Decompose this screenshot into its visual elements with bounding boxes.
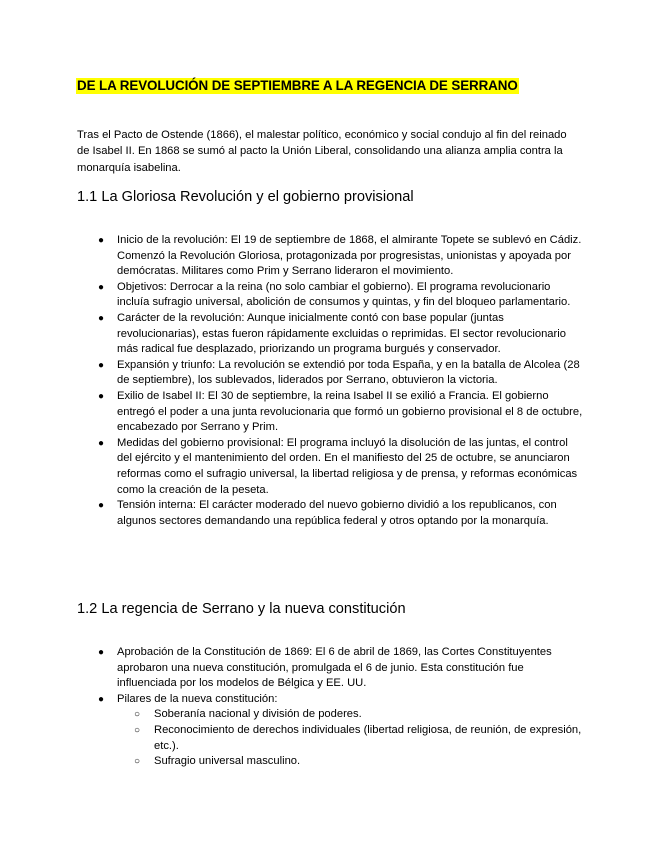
sub-list-item-text: Sufragio universal masculino. — [154, 755, 301, 768]
sub-list-item — [0, 707, 655, 723]
bullet-icon: ● — [98, 500, 105, 512]
sub-list-item — [0, 754, 655, 770]
list-item — [0, 389, 655, 436]
bullet-icon: ● — [98, 390, 105, 402]
bullet-icon: ● — [98, 647, 105, 658]
bullet-icon: ● — [98, 437, 105, 449]
bullet-icon: ● — [98, 235, 105, 246]
bullet-icon: ● — [98, 359, 105, 371]
list-item-text: Objetivos: Derrocar a la reina (no solo cambiar el gobierno). El programa revolucionario incluía sufragio universal, abolición de consumos y quintas, y fin del bloqueo parlamentario. — [117, 280, 571, 309]
list-item-text: Exilio de Isabel II: El 30 de septiembre, la reina Isabel II se exilió a Francia. El gobierno entregó el poder a una junta revolucionaria que formó un gobierno provisional el 8 de octubre, encabezado por Serrano y Prim. — [117, 389, 583, 434]
list-item — [0, 645, 655, 692]
list-item — [0, 233, 655, 280]
hollow-bullet-icon: ○ — [134, 724, 141, 736]
sub-list-item-text: Soberanía nacional y división de poderes. — [154, 708, 362, 721]
list-item — [0, 692, 655, 708]
list-item-text: Aprobación de la Constitución de 1869: El 6 de abril de 1869, las Cortes Constituyentes aprobaron una nueva constitución, promulgada el 6 de junio. Esta constitución fue influenciada por los modelos de Bélgica y EE. UU. — [117, 646, 552, 690]
hollow-bullet-icon: ○ — [134, 756, 141, 768]
list-item — [0, 436, 655, 498]
list-item-text: Inicio de la revolución: El 19 de septiembre de 1868, el almirante Topete se sublevó en Cádiz. Comenzó la Revolución Gloriosa, protagonizada por progresistas, unionistas y apoyada por demócratas. Militares como Prim y Serrano lideraron el movimiento. — [117, 234, 582, 278]
list-item — [0, 358, 655, 389]
bullet-icon: ● — [98, 281, 105, 293]
bullet-icon: ● — [98, 693, 105, 705]
list-item-text: Medidas del gobierno provisional: El programa incluyó la disolución de las juntas, el control del ejército y el mantenimiento del orden. En el manifiesto del 25 de octubre, se anunciaron reformas como el sufragio universal, la libertad religiosa y de prensa, y reformas económicas como la creación de la peseta. — [117, 436, 578, 496]
list-item-text: Carácter de la revolución: Aunque inicialmente contó con base popular (juntas revolucionarias), estas fueron rápidamente excluidas o reprimidas. El sector revolucionario más radical fue desplazado, priorizando un programa burgués y conservador. — [117, 311, 566, 356]
section-heading-2: 1.2 La regencia de Serrano y la nueva constitución — [77, 601, 406, 617]
hollow-bullet-icon: ○ — [134, 709, 141, 721]
list-item-text: Pilares de la nueva constitución: — [117, 692, 278, 705]
bullet-icon: ● — [98, 312, 105, 324]
list-item-text: Tensión interna: El carácter moderado del nuevo gobierno dividió a los republicanos, con algunos sectores demandando una república federal y otros optando por la monarquía. — [117, 499, 557, 527]
intro-paragraph: Tras el Pacto de Ostende (1866), el malestar político, económico y social condujo al fin del reinado de Isabel II. En 1868 se sumó al pacto la Unión Liberal, consolidando una alianza amplia contra la monarquía isabelina. — [77, 129, 567, 174]
section-heading-1: 1.1 La Gloriosa Revolución y el gobierno provisional — [77, 189, 414, 205]
list-item-text: Expansión y triunfo: La revolución se extendió por toda España, y en la batalla de Alcolea (28 de septiembre), los sublevados, liderados por Serrano, obtuvieron la victoria. — [117, 358, 580, 387]
list-item — [0, 498, 655, 529]
list-item — [0, 311, 655, 358]
document-title: DE LA REVOLUCIÓN DE SEPTIEMBRE A LA REGENCIA DE SERRANO — [77, 78, 518, 93]
section-1-list — [0, 233, 655, 529]
list-item — [0, 280, 655, 311]
section-2-list — [0, 645, 655, 770]
sub-list-item — [0, 723, 655, 754]
title-container — [76, 77, 519, 95]
sub-list-item-text: Reconocimiento de derechos individuales (libertad religiosa, de reunión, de expresión, etc.). — [154, 723, 582, 752]
